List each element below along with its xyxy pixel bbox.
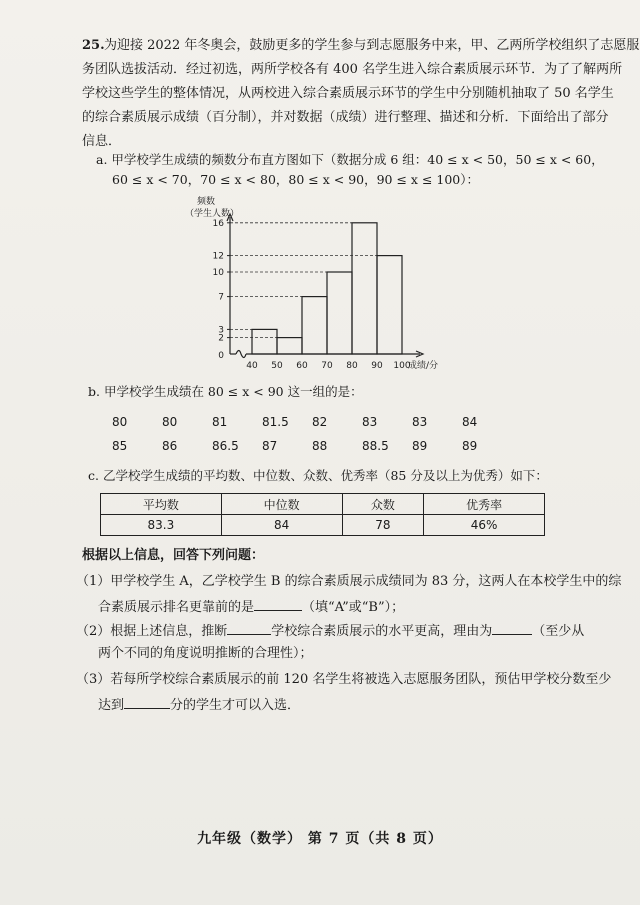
histogram-bar — [327, 272, 352, 354]
histogram-bar — [377, 256, 402, 354]
q2-line-2: 两个不同的角度说明推断的合理性）； — [98, 646, 313, 661]
x-tick-label: 90 — [371, 361, 383, 371]
x-tick-label: 100 — [393, 361, 411, 371]
score-cell: 82 — [312, 415, 328, 429]
y-tick-label: 2 — [218, 333, 224, 344]
x-tick-label: 70 — [321, 361, 333, 371]
histogram-bar — [302, 297, 327, 354]
header-mode: 众数 — [342, 494, 424, 515]
score-cell: 89 — [462, 439, 478, 453]
score-cell: 85 — [112, 439, 128, 453]
score-cell: 86 — [162, 439, 178, 453]
part-b-data-grid — [112, 410, 512, 458]
q3-line-1: （3）若每所学校综合素质展示的前 120 名学生将被选入志愿服务团队，预估甲学校分数至少 — [76, 672, 612, 687]
score-cell: 89 — [412, 439, 428, 453]
histogram-bar — [252, 329, 277, 354]
q1-line-1: （1）甲学校学生 A，乙学校学生 B 的综合素质展示成绩同为 83 分，这两人在本校学生中的综 — [76, 574, 622, 589]
histogram-bar — [277, 338, 302, 354]
stats-table — [100, 493, 545, 536]
y-tick-label: 3 — [218, 325, 224, 336]
score-cell: 84 — [462, 415, 478, 429]
part-a-line-1: a. 甲学校学生成绩的频数分布直方图如下（数据分成 6 组：40 ≤ x < 50，50 ≤ x < 60， — [96, 152, 604, 167]
y-tick-label: 10 — [212, 268, 224, 278]
q3-line-2 — [98, 694, 300, 716]
intro-line-1: 为迎接 2022 年冬奥会，鼓励更多的学生参与到志愿服务中来，甲、乙两所学校组织了志愿服 — [104, 38, 640, 53]
q2-text-3: （至少从 — [532, 624, 585, 639]
q1-text-before: 合素质展示排名更靠前的是 — [98, 600, 255, 615]
q3-text-before: 达到 — [98, 698, 125, 713]
x-tick-label: 80 — [346, 361, 358, 371]
axis-break — [236, 351, 246, 358]
score-cell: 88 — [312, 439, 328, 453]
q2-reason-blank[interactable] — [492, 620, 532, 635]
intro-line-3: 学校这些学生的整体情况，从两校进入综合素质展示环节的学生中分别随机抽取了 50 名学生 — [82, 86, 614, 101]
stats-header-row — [101, 494, 545, 515]
x-tick-label: 60 — [296, 361, 308, 371]
y-axis-title: 频数 — [197, 197, 216, 207]
intro-line-2: 务团队选拔活动．经过初选，两所学校各有 400 名学生进入综合素质展示环节．为了了解两所 — [82, 62, 623, 77]
score-row — [112, 434, 512, 458]
value-median: 84 — [221, 515, 342, 536]
part-a-line-2: 60 ≤ x < 70，70 ≤ x < 80，80 ≤ x < 90，90 ≤ x ≤ 100）： — [112, 172, 480, 187]
q3-text-after: 分的学生才可以入选． — [170, 698, 301, 713]
questions-lead: 根据以上信息，回答下列问题： — [82, 548, 265, 563]
q2-school-blank[interactable] — [227, 620, 271, 635]
part-b-title: b. 甲学校学生成绩在 80 ≤ x < 90 这一组的是： — [88, 384, 363, 399]
value-mode: 78 — [342, 515, 424, 536]
x-axis-title: 成绩/分 — [408, 361, 439, 371]
value-mean: 83.3 — [101, 515, 222, 536]
intro-line-4: 的综合素质展示成绩（百分制），并对数据（成绩）进行整理、描述和分析．下面给出了部分 — [82, 110, 609, 125]
q1-text-after: （填“A”或“B”）； — [302, 600, 405, 615]
q2-line-1 — [76, 620, 584, 642]
q1-line-2 — [98, 596, 404, 618]
dashed-guides — [230, 223, 377, 338]
score-cell: 81.5 — [262, 415, 289, 429]
score-cell: 83 — [362, 415, 378, 429]
header-excellence-rate: 优秀率 — [424, 494, 545, 515]
frequency-histogram — [175, 192, 465, 377]
question-number: 25. — [82, 38, 105, 53]
y-tick-label: 12 — [212, 251, 224, 262]
intro-line-5: 信息． — [82, 134, 122, 149]
y-tick-label: 16 — [212, 218, 224, 229]
q1-answer-blank[interactable] — [254, 596, 302, 611]
score-cell: 80 — [162, 415, 178, 429]
page-footer: 九年级（数学） 第 7 页（共 8 页） — [197, 831, 443, 847]
origin-label: 0 — [218, 351, 224, 361]
value-excellence-rate: 46% — [424, 515, 545, 536]
chart-axes — [227, 214, 423, 358]
y-ticks — [213, 219, 230, 344]
score-cell: 80 — [112, 415, 128, 429]
q2-text-2: 学校综合素质展示的水平更高，理由为 — [271, 624, 493, 639]
y-tick-label: 7 — [218, 292, 224, 303]
y-axis-subtitle: （学生人数） — [185, 209, 240, 219]
x-tick-label: 50 — [271, 361, 283, 371]
header-mean: 平均数 — [101, 494, 222, 515]
score-cell: 83 — [412, 415, 428, 429]
score-row — [112, 410, 512, 434]
score-cell: 87 — [262, 439, 278, 453]
x-tick-label: 40 — [246, 361, 258, 371]
q2-text-1: （2）根据上述信息，推断 — [76, 624, 228, 639]
histogram-bars — [252, 223, 402, 354]
x-ticks — [246, 361, 411, 371]
histogram-bar — [352, 223, 377, 354]
q3-answer-blank[interactable] — [124, 694, 170, 709]
stats-value-row — [101, 515, 545, 536]
part-c-title: c. 乙学校学生成绩的平均数、中位数、众数、优秀率（85 分及以上为优秀）如下： — [88, 468, 548, 483]
header-median: 中位数 — [221, 494, 342, 515]
score-cell: 86.5 — [212, 439, 239, 453]
score-cell: 81 — [212, 415, 228, 429]
score-cell: 88.5 — [362, 439, 389, 453]
